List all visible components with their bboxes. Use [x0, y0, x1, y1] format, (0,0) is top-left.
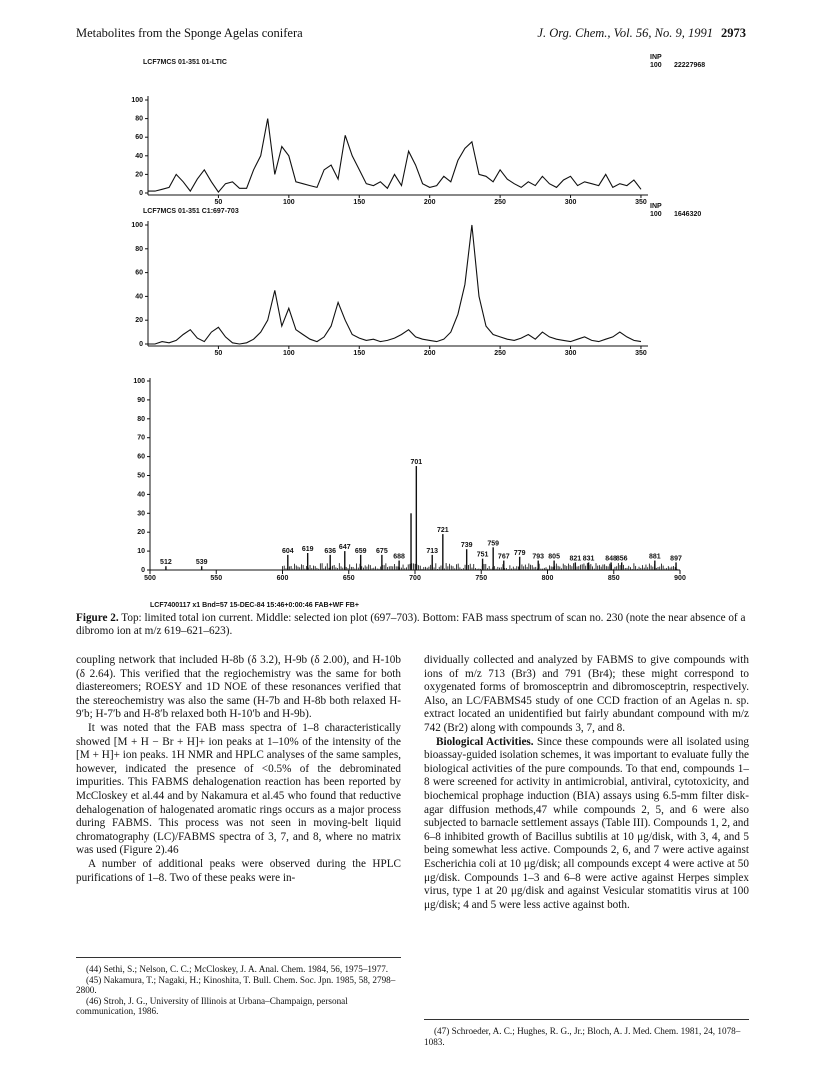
y-tick-label: 10: [137, 548, 145, 556]
y-tick-label: 70: [137, 434, 145, 442]
scale-prefix: INP: [650, 203, 662, 210]
y-tick-label: 20: [137, 529, 145, 537]
peak-label: 767: [497, 553, 510, 561]
y-tick-label: 90: [137, 396, 145, 404]
x-tick-label: 600: [276, 575, 289, 582]
peak-label: 713: [426, 547, 439, 555]
y-tick-label: 60: [135, 134, 143, 142]
x-tick-label: 850: [607, 575, 620, 582]
peak-label: 897: [670, 555, 682, 563]
peak-label: 647: [338, 544, 351, 552]
y-tick-label: 40: [137, 491, 145, 499]
y-tick-label: 60: [137, 453, 145, 461]
selected-ion-trace: [148, 225, 641, 344]
peak-label: 856: [615, 555, 628, 563]
peak-label: 636: [324, 547, 337, 555]
footnote-45: (45) Nakamura, T.; Nagaki, H.; Kinoshita, T. Bull. Chem. Soc. Jpn. 1985, 58, 2798–2800.: [76, 974, 396, 996]
x-tick-label: 800: [541, 575, 554, 582]
x-tick-label: 50: [214, 199, 223, 206]
text-column-right: [424, 654, 749, 912]
scale-value: 1646320: [674, 211, 702, 218]
x-tick-label: 700: [409, 575, 421, 582]
journal-name: J. Org. Chem., Vol. 56, No. 9, 1991: [537, 26, 713, 40]
x-tick-label: 200: [423, 350, 436, 357]
y-tick-label: 50: [137, 472, 145, 480]
peak-label: 739: [460, 542, 473, 550]
peak-label: 688: [393, 553, 405, 561]
x-tick-label: 150: [353, 199, 366, 206]
x-tick-label: 300: [564, 350, 577, 357]
footnotes-right: [424, 1019, 749, 1047]
chart-header-text: LCF7MCS 01-351 01-LTIC: [143, 59, 227, 66]
peak-label: 539: [195, 559, 208, 567]
section-heading: Biological Activities.: [436, 735, 534, 748]
y-tick-label: 20: [135, 171, 143, 179]
peak-label: 751: [476, 551, 489, 559]
peak-label: 881: [648, 553, 661, 561]
paragraph: It was noted that the FAB mass spectra of 1–8 characteristically showed [M + H − Br + H]+ ion peaks at 1–10% of the intensity of the [M + H]+ ion peaks. 1H NMR and HPLC analyses of the same samples, however, indicated the presence of <0.5% of the debrominated impurities. This FABMS dehalogenation reaction has been reported by McCloskey et al.44 and by Nakamura et al.45 who found that reductive dehalogenation of halogenated aromatic rings occurs as a major process during FABMS. This process was not seen in moving-belt liquid chromatography (LC)/FABMS spectra of 3, 7, and 8, where no matrix was used (Figure 2).46: [76, 721, 401, 857]
x-tick-label: 650: [342, 575, 355, 582]
y-tick-label: 80: [137, 415, 145, 423]
caption-text: Top: limited total ion current. Middle: selected ion plot (697–703). Bottom: FAB mass spectrum of scan no. 230 (note the near absence of a dibromo ion at m/z 619–621–623).: [76, 612, 746, 637]
x-tick-label: 50: [214, 350, 223, 357]
x-tick-label: 250: [494, 350, 506, 357]
paragraph: A number of additional peaks were observed during the HPLC purifications of 1–8. Two of these peaks were in-: [76, 857, 401, 884]
peak-label: 701: [410, 459, 423, 467]
y-tick-label: 0: [139, 190, 143, 197]
footnote-46: (46) Stroh, J. G., University of Illinois at Urbana–Champaign, personal communication, 1986.: [76, 995, 348, 1017]
running-title: Metabolites from the Sponge Agelas conifera: [76, 26, 303, 40]
peak-label: 831: [582, 555, 595, 563]
peak-label: 659: [354, 547, 367, 555]
paragraph: dividually collected and analyzed by FABMS to give compounds with ions of m/z 713 (Br3) and 791 (Br4); these might correspond to oxygenated forms of bromosceptrin and dibromosceptrin, respectively. Also, an LC/FABMS45 study of one CCD fraction of an Agelas n. sp. extract located an unidentified but fairly abundant compound with m/z 742 (Br2) along with compounds 3, 7, and 8.: [424, 654, 749, 734]
footnote-44: (44) Sethi, S.; Nelson, C. C.; McCloskey, J. A. Anal. Chem. 1984, 56, 1975–1977.: [86, 964, 389, 974]
x-tick-label: 200: [423, 199, 436, 206]
figure-caption: [76, 612, 748, 638]
scale-prefix: INP: [650, 54, 662, 61]
peak-label: 759: [487, 540, 500, 548]
peak-label: 619: [301, 545, 314, 553]
x-tick-label: 750: [475, 575, 488, 582]
scale-label: 100: [650, 62, 662, 69]
peak-label: 779: [513, 549, 526, 557]
x-tick-label: 100: [283, 199, 295, 206]
y-tick-label: 100: [133, 378, 145, 385]
tic-trace: [148, 119, 641, 193]
peak-label: 805: [548, 553, 560, 561]
y-tick-label: 40: [135, 293, 143, 301]
x-tick-label: 350: [635, 350, 647, 357]
peak-label: 721: [436, 527, 449, 535]
peak-label: 675: [376, 547, 388, 555]
scale-label: 100: [650, 211, 662, 218]
y-tick-label: 100: [131, 222, 143, 229]
paragraph: [424, 736, 749, 913]
y-tick-label: 80: [135, 115, 143, 123]
y-tick-label: 80: [135, 245, 143, 253]
caption-label: Figure 2.: [76, 612, 119, 624]
x-tick-label: 150: [353, 350, 366, 357]
y-tick-label: 0: [141, 567, 145, 574]
y-tick-label: 40: [135, 152, 143, 160]
y-tick-label: 100: [131, 97, 143, 104]
x-tick-label: 550: [210, 575, 223, 582]
paragraph-text: Since these compounds were all isolated using bioassay-guided isolation schemes, it was important to evaluate fully the biological activities of the pure compounds. To that end, compounds 1–8 were screened for activity in antimicrobial, antiviral, cytotoxicity, and biochemical prophage induction (BIA) assays using 6.5-mm filter disk-agar diffusion methods,47 while compounds 2, 5, and 6 were also subjected to barnacle settlement assays (Table III). Compounds 1, 2, and 6–8 inhibited growth of Bacillus subtilis at 10 μg/disk, with 3, 4, and 5 being somewhat less active. Compounds 2, 6, and 7 were active against Escherichia coli at 10 μg/disk; all compounds except 4 were active at 50 μg/disk. Compounds 1–3 and 6–8 were active against Herpes simplex virus, type 1 at 20 μg/disk and against Vesicular stomatitis virus at 100 μg/disk; 4 and 5 were less active against both.: [424, 735, 750, 911]
x-tick-label: 100: [283, 350, 295, 357]
chart-header-text: LCF7MCS 01-351 C1:697-703: [143, 208, 239, 215]
footnotes-left: [76, 957, 401, 1017]
text-column-left: [76, 654, 401, 885]
peak-label: 793: [532, 553, 545, 561]
peak-label: 848: [605, 555, 617, 563]
scale-value: 22227968: [674, 62, 706, 69]
footnote-47: (47) Schroeder, A. C.; Hughes, R. G., Jr.; Bloch, A. J. Med. Chem. 1981, 24, 1078–1083.: [424, 1026, 741, 1047]
y-tick-label: 30: [137, 510, 145, 518]
page-number: 2973: [721, 26, 746, 40]
peak-label: 821: [569, 555, 582, 563]
y-tick-label: 60: [135, 269, 143, 277]
x-tick-label: 250: [494, 199, 506, 206]
x-tick-label: 500: [144, 575, 156, 582]
x-tick-label: 350: [635, 199, 647, 206]
x-tick-label: 300: [564, 199, 577, 206]
spectrum-footer: LCF7400117 x1 Bnd=57 15-DEC-84 15:46+0:00:46 FAB+WF FB+: [150, 602, 359, 609]
y-tick-label: 0: [139, 341, 143, 348]
peak-label: 512: [160, 559, 172, 567]
x-tick-label: 900: [674, 575, 686, 582]
paragraph: coupling network that included H-8b (δ 3.2), H-9b (δ 2.00), and H-10b (δ 2.64). This verified that the regiochemistry was the same for both diastereomers; ROESY and 1D NOE of these resonances verified that the stereochemistry was also the same (H-7b and H-8b both relaxed H-9′b; H-7′b and H-8′b relaxed both H-10′b and H-9b).: [76, 654, 401, 721]
peak-label: 604: [281, 547, 294, 555]
y-tick-label: 20: [135, 317, 143, 325]
